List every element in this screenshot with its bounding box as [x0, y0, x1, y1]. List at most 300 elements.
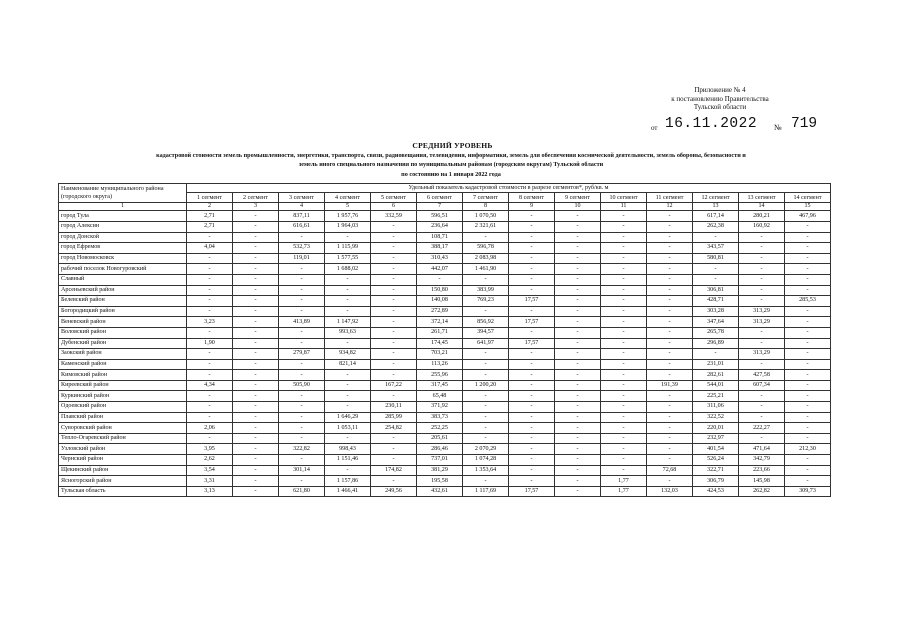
- row-name: Тульская область: [59, 486, 187, 497]
- table-cell: -: [647, 476, 693, 487]
- column-number: 11: [601, 202, 647, 211]
- table-row: [59, 274, 831, 285]
- table-cell: -: [233, 296, 279, 307]
- table-cell: -: [325, 433, 371, 444]
- row-name: город Ефремов: [59, 243, 187, 254]
- table-cell: -: [233, 338, 279, 349]
- cadastral-value-table: [58, 183, 831, 497]
- table-row: [59, 306, 831, 317]
- table-cell: 4,34: [187, 380, 233, 391]
- table-cell: -: [371, 444, 417, 455]
- table-cell: -: [417, 274, 463, 285]
- table-cell: 140,08: [417, 296, 463, 307]
- table-cell: -: [233, 264, 279, 275]
- table-row: [59, 243, 831, 254]
- table-cell: -: [187, 306, 233, 317]
- table-cell: 2 070,29: [463, 444, 509, 455]
- table-row: [59, 433, 831, 444]
- table-cell: 1,77: [601, 486, 647, 497]
- table-cell: 837,11: [279, 211, 325, 222]
- table-cell: -: [279, 433, 325, 444]
- column-number: 2: [187, 202, 233, 211]
- table-cell: -: [187, 274, 233, 285]
- table-cell: 280,21: [739, 211, 785, 222]
- table-cell: -: [601, 274, 647, 285]
- table-cell: 371,92: [417, 402, 463, 413]
- table-cell: 205,61: [417, 433, 463, 444]
- table-cell: -: [187, 412, 233, 423]
- row-name: Чернский район: [59, 455, 187, 466]
- row-name: Богородицкий район: [59, 306, 187, 317]
- segment-header: 3 сегмент: [279, 193, 325, 202]
- row-name: Белевский район: [59, 296, 187, 307]
- table-cell: -: [647, 243, 693, 254]
- segment-header: 1 сегмент: [187, 193, 233, 202]
- table-cell: -: [601, 338, 647, 349]
- segment-header: 2 сегмент: [233, 193, 279, 202]
- table-cell: -: [325, 380, 371, 391]
- row-name: город Тула: [59, 211, 187, 222]
- table-row: [59, 370, 831, 381]
- table-cell: -: [601, 211, 647, 222]
- table-cell: -: [555, 465, 601, 476]
- table-cell: -: [693, 232, 739, 243]
- row-name: город Донской: [59, 232, 187, 243]
- table-cell: 3,95: [187, 444, 233, 455]
- table-row: [59, 465, 831, 476]
- table-cell: -: [647, 338, 693, 349]
- table-cell: 1 151,46: [325, 455, 371, 466]
- table-cell: -: [785, 391, 831, 402]
- table-cell: 236,64: [417, 221, 463, 232]
- table-cell: -: [279, 476, 325, 487]
- table-cell: 145,98: [739, 476, 785, 487]
- table-cell: 317,45: [417, 380, 463, 391]
- table-cell: 993,63: [325, 327, 371, 338]
- table-cell: 1 117,69: [463, 486, 509, 497]
- row-name: Дубенский район: [59, 338, 187, 349]
- table-cell: -: [279, 412, 325, 423]
- table-cell: 1 353,64: [463, 465, 509, 476]
- table-cell: 311,06: [693, 402, 739, 413]
- table-cell: 343,57: [693, 243, 739, 254]
- table-cell: -: [463, 433, 509, 444]
- table-cell: -: [187, 253, 233, 264]
- table-cell: 313,29: [739, 349, 785, 360]
- table-row: [59, 402, 831, 413]
- table-cell: -: [555, 402, 601, 413]
- column-number: 12: [647, 202, 693, 211]
- order-number: 719: [791, 116, 818, 132]
- table-cell: -: [601, 423, 647, 434]
- table-cell: -: [509, 433, 555, 444]
- table-cell: 821,14: [325, 359, 371, 370]
- table-cell: -: [233, 306, 279, 317]
- table-cell: 332,59: [371, 211, 417, 222]
- column-number: 1: [59, 202, 187, 211]
- table-cell: -: [601, 412, 647, 423]
- table-cell: 2,06: [187, 423, 233, 434]
- table-cell: -: [233, 412, 279, 423]
- table-cell: -: [187, 349, 233, 360]
- table-cell: -: [463, 370, 509, 381]
- table-cell: -: [463, 391, 509, 402]
- table-cell: -: [325, 285, 371, 296]
- table-cell: 1 957,76: [325, 211, 371, 222]
- table-cell: -: [233, 221, 279, 232]
- table-cell: -: [647, 221, 693, 232]
- table-cell: -: [187, 327, 233, 338]
- segment-header: 6 сегмент: [417, 193, 463, 202]
- table-cell: 347,64: [693, 317, 739, 328]
- table-cell: -: [187, 370, 233, 381]
- table-cell: 3,31: [187, 476, 233, 487]
- table-cell: -: [785, 338, 831, 349]
- table-cell: -: [647, 274, 693, 285]
- table-cell: 174,82: [371, 465, 417, 476]
- subtitle-line-2: земель иного специального назначения по муниципальным районам (городским округам) Тульской области: [298, 161, 604, 169]
- table-cell: 580,81: [693, 253, 739, 264]
- table-cell: 1 688,02: [325, 264, 371, 275]
- table-cell: 769,23: [463, 296, 509, 307]
- segment-header: 13 сегмент: [739, 193, 785, 202]
- table-cell: -: [463, 274, 509, 285]
- table-cell: -: [647, 211, 693, 222]
- segment-header: 9 сегмент: [555, 193, 601, 202]
- row-name: Славный: [59, 274, 187, 285]
- table-cell: -: [371, 306, 417, 317]
- row-name: Киреевский район: [59, 380, 187, 391]
- table-cell: -: [187, 232, 233, 243]
- table-cell: 394,57: [463, 327, 509, 338]
- table-row: [59, 221, 831, 232]
- table-cell: -: [509, 359, 555, 370]
- document-title: СРЕДНИЙ УРОВЕНЬ: [412, 141, 493, 150]
- table-row: [59, 423, 831, 434]
- table-cell: 272,89: [417, 306, 463, 317]
- table-cell: 17,57: [509, 486, 555, 497]
- table-cell: -: [601, 359, 647, 370]
- segment-header: 11 сегмент: [647, 193, 693, 202]
- table-cell: -: [233, 232, 279, 243]
- table-cell: 306,79: [693, 476, 739, 487]
- row-name: Куркинский район: [59, 391, 187, 402]
- table-cell: 424,53: [693, 486, 739, 497]
- table-cell: -: [371, 327, 417, 338]
- table-row: [59, 380, 831, 391]
- table-cell: -: [601, 327, 647, 338]
- table-cell: -: [279, 359, 325, 370]
- table-cell: -: [463, 476, 509, 487]
- segment-header: 12 сегмент: [693, 193, 739, 202]
- table-cell: -: [371, 349, 417, 360]
- table-cell: -: [555, 232, 601, 243]
- column-number: 5: [325, 202, 371, 211]
- row-name: город Новомосковск: [59, 253, 187, 264]
- table-cell: -: [555, 285, 601, 296]
- table-cell: 195,58: [417, 476, 463, 487]
- table-cell: -: [693, 349, 739, 360]
- table-cell: -: [555, 274, 601, 285]
- order-reference: [651, 117, 821, 133]
- table-cell: -: [325, 338, 371, 349]
- table-cell: -: [739, 338, 785, 349]
- table-cell: 286,46: [417, 444, 463, 455]
- table-cell: -: [555, 264, 601, 275]
- table-cell: -: [509, 391, 555, 402]
- table-cell: -: [371, 296, 417, 307]
- table-cell: -: [693, 274, 739, 285]
- table-row: [59, 349, 831, 360]
- table-cell: -: [647, 296, 693, 307]
- table-cell: 2,62: [187, 455, 233, 466]
- table-cell: 303,28: [693, 306, 739, 317]
- table-cell: 442,07: [417, 264, 463, 275]
- table-cell: -: [233, 359, 279, 370]
- table-cell: -: [739, 274, 785, 285]
- table-cell: -: [233, 423, 279, 434]
- table-cell: -: [233, 317, 279, 328]
- table-cell: -: [509, 349, 555, 360]
- table-cell: 4,04: [187, 243, 233, 254]
- table-cell: 617,14: [693, 211, 739, 222]
- table-cell: -: [509, 306, 555, 317]
- table-cell: -: [233, 370, 279, 381]
- table-cell: 262,82: [739, 486, 785, 497]
- table-cell: -: [325, 402, 371, 413]
- table-cell: 2,71: [187, 211, 233, 222]
- table-cell: 310,43: [417, 253, 463, 264]
- table-cell: 1 646,29: [325, 412, 371, 423]
- table-cell: -: [647, 402, 693, 413]
- table-cell: -: [187, 264, 233, 275]
- table-cell: -: [601, 285, 647, 296]
- table-cell: 119,01: [279, 253, 325, 264]
- table-cell: -: [739, 296, 785, 307]
- table-cell: 222,27: [739, 423, 785, 434]
- column-number: 6: [371, 202, 417, 211]
- table-cell: -: [647, 391, 693, 402]
- table-cell: -: [647, 412, 693, 423]
- row-name: Плавский район: [59, 412, 187, 423]
- table-cell: -: [371, 232, 417, 243]
- column-number: 15: [785, 202, 831, 211]
- column-number: 4: [279, 202, 325, 211]
- table-cell: 306,81: [693, 285, 739, 296]
- table-cell: -: [785, 359, 831, 370]
- table-cell: -: [233, 402, 279, 413]
- table-cell: -: [739, 253, 785, 264]
- table-cell: -: [555, 423, 601, 434]
- appendix-line-2: к постановлению Правительства: [671, 94, 769, 103]
- order-from-label: от: [651, 124, 658, 132]
- table-cell: 616,61: [279, 221, 325, 232]
- table-cell: -: [187, 285, 233, 296]
- table-cell: -: [279, 327, 325, 338]
- table-cell: 1 577,55: [325, 253, 371, 264]
- table-cell: -: [739, 264, 785, 275]
- table-cell: 1 053,11: [325, 423, 371, 434]
- table-cell: 427,58: [739, 370, 785, 381]
- table-cell: -: [555, 391, 601, 402]
- table-cell: -: [463, 423, 509, 434]
- table-cell: -: [555, 412, 601, 423]
- table-cell: -: [601, 264, 647, 275]
- table-cell: 1 070,50: [463, 211, 509, 222]
- table-cell: -: [555, 327, 601, 338]
- table-cell: -: [555, 486, 601, 497]
- table-cell: -: [601, 380, 647, 391]
- table-cell: -: [463, 349, 509, 360]
- table-cell: -: [601, 433, 647, 444]
- table-cell: -: [325, 232, 371, 243]
- table-cell: -: [371, 243, 417, 254]
- table-cell: 596,78: [463, 243, 509, 254]
- header-row: [59, 184, 831, 193]
- table-cell: -: [509, 232, 555, 243]
- table-cell: -: [739, 359, 785, 370]
- table-cell: -: [601, 296, 647, 307]
- table-cell: 225,21: [693, 391, 739, 402]
- row-name: Заокский район: [59, 349, 187, 360]
- table-row: [59, 211, 831, 222]
- table-cell: -: [785, 433, 831, 444]
- table-row: [59, 391, 831, 402]
- appendix-line-3: Тульской области: [693, 103, 747, 112]
- table-cell: -: [509, 274, 555, 285]
- table-cell: -: [785, 465, 831, 476]
- table-cell: 342,79: [739, 455, 785, 466]
- column-number: 14: [739, 202, 785, 211]
- table-cell: -: [463, 306, 509, 317]
- table-cell: -: [233, 253, 279, 264]
- table-cell: 471,64: [739, 444, 785, 455]
- table-cell: -: [509, 264, 555, 275]
- table-cell: 279,87: [279, 349, 325, 360]
- table-cell: 1 200,20: [463, 380, 509, 391]
- table-cell: -: [739, 433, 785, 444]
- table-row: [59, 412, 831, 423]
- column-number: 9: [509, 202, 555, 211]
- table-cell: -: [187, 391, 233, 402]
- table-cell: -: [371, 338, 417, 349]
- table-cell: 1 115,99: [325, 243, 371, 254]
- table-cell: 230,11: [371, 402, 417, 413]
- table-cell: 3,23: [187, 317, 233, 328]
- table-cell: -: [785, 264, 831, 275]
- table-row: [59, 264, 831, 275]
- table-cell: -: [555, 476, 601, 487]
- table-cell: -: [555, 433, 601, 444]
- name-column-header: Наименование муниципального района (городского округа): [59, 184, 187, 203]
- table-cell: -: [601, 391, 647, 402]
- table-row: [59, 338, 831, 349]
- table-cell: -: [233, 243, 279, 254]
- column-number: 7: [417, 202, 463, 211]
- table-cell: -: [647, 285, 693, 296]
- table-cell: 1 466,41: [325, 486, 371, 497]
- row-name: Ясногорский район: [59, 476, 187, 487]
- table-cell: 526,24: [693, 455, 739, 466]
- segment-header: 5 сегмент: [371, 193, 417, 202]
- table-cell: -: [785, 423, 831, 434]
- table-cell: -: [739, 391, 785, 402]
- table-cell: -: [509, 444, 555, 455]
- row-name: Веневский район: [59, 317, 187, 328]
- table-cell: 113,26: [417, 359, 463, 370]
- table-cell: 998,43: [325, 444, 371, 455]
- table-cell: -: [233, 211, 279, 222]
- table-cell: 150,80: [417, 285, 463, 296]
- table-cell: -: [693, 264, 739, 275]
- table-cell: -: [233, 327, 279, 338]
- table-cell: 282,61: [693, 370, 739, 381]
- table-cell: -: [371, 221, 417, 232]
- table-cell: 737,01: [417, 455, 463, 466]
- table-cell: 254,82: [371, 423, 417, 434]
- table-cell: -: [371, 391, 417, 402]
- table-cell: 1 157,86: [325, 476, 371, 487]
- table-cell: -: [555, 349, 601, 360]
- table-cell: 174,45: [417, 338, 463, 349]
- table-cell: -: [371, 433, 417, 444]
- table-cell: 372,14: [417, 317, 463, 328]
- table-cell: -: [601, 221, 647, 232]
- table-cell: 232,97: [693, 433, 739, 444]
- table-cell: -: [371, 455, 417, 466]
- table-cell: -: [601, 455, 647, 466]
- table-cell: -: [555, 253, 601, 264]
- table-cell: -: [187, 296, 233, 307]
- table-cell: 313,29: [739, 317, 785, 328]
- table-cell: 262,38: [693, 221, 739, 232]
- table-cell: -: [187, 433, 233, 444]
- table-cell: -: [739, 412, 785, 423]
- table-cell: -: [647, 327, 693, 338]
- table-row: [59, 476, 831, 487]
- table-cell: -: [555, 380, 601, 391]
- table-cell: -: [785, 476, 831, 487]
- table-cell: 607,34: [739, 380, 785, 391]
- table-cell: 505,90: [279, 380, 325, 391]
- table-cell: -: [325, 391, 371, 402]
- table-cell: -: [371, 274, 417, 285]
- table-cell: -: [647, 253, 693, 264]
- table-cell: -: [739, 327, 785, 338]
- table-cell: -: [509, 465, 555, 476]
- table-row: [59, 253, 831, 264]
- table-cell: -: [463, 232, 509, 243]
- table-cell: -: [233, 433, 279, 444]
- table-cell: -: [279, 274, 325, 285]
- table-cell: -: [647, 455, 693, 466]
- table-cell: -: [785, 370, 831, 381]
- table-cell: -: [233, 465, 279, 476]
- table-cell: -: [233, 285, 279, 296]
- column-number: 10: [555, 202, 601, 211]
- table-cell: 413,89: [279, 317, 325, 328]
- table-cell: 703,21: [417, 349, 463, 360]
- table-cell: -: [509, 476, 555, 487]
- table-cell: -: [601, 232, 647, 243]
- table-cell: 2,71: [187, 221, 233, 232]
- table-cell: -: [785, 221, 831, 232]
- table-cell: 383,73: [417, 412, 463, 423]
- table-cell: -: [555, 296, 601, 307]
- table-cell: -: [785, 274, 831, 285]
- table-cell: -: [371, 476, 417, 487]
- table-cell: -: [601, 306, 647, 317]
